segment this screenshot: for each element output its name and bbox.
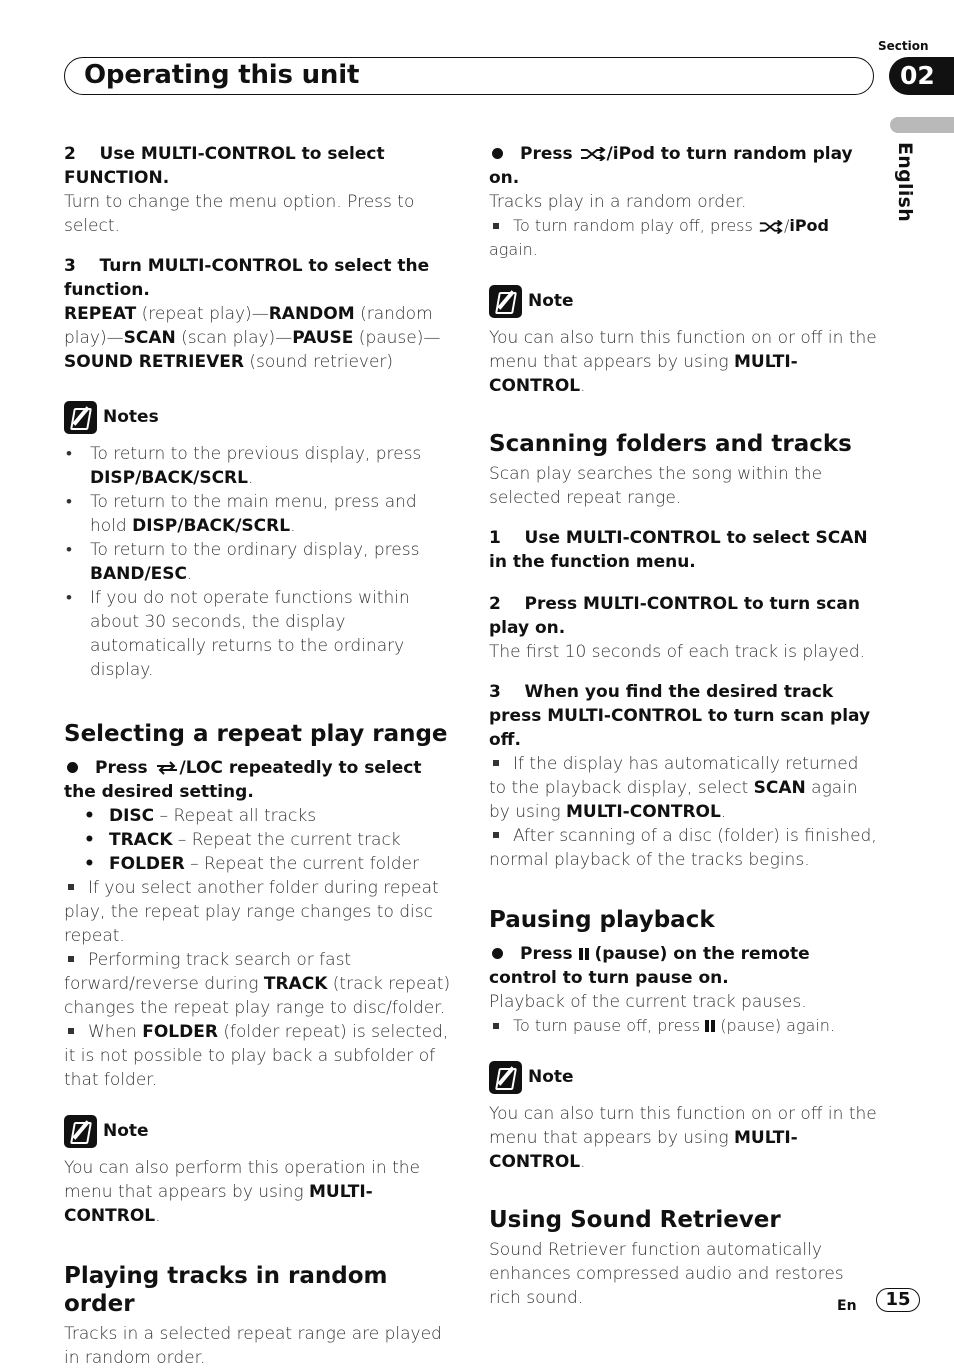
scan-step-2-body: The first 10 seconds of each track is played. (489, 642, 866, 662)
scan-step-3: 3 When you find the desired track press MULTI-CONTROL to turn scan play off. (489, 682, 871, 750)
page-number: 15 (876, 1288, 920, 1312)
bullet-icon (492, 948, 503, 959)
left-column (64, 142, 452, 1370)
random-off-note: To turn random play off, press /iPod again. (489, 216, 829, 259)
language-label: English (894, 142, 916, 223)
scan-note-1: If the display has automatically returned to the playback display, select SCAN again by using MULTI-CONTROL. (489, 754, 859, 822)
list-item: • To return to the previous display, press DISP/BACK/SCRL. (64, 442, 452, 490)
pause-heading: Pausing playback (489, 907, 715, 933)
right-column (489, 142, 877, 1310)
notes-list (64, 442, 452, 682)
repeat-instruction: Press /LOC repeatedly to select the desired setting. (64, 758, 422, 802)
scan-step-2: 2 Press MULTI-CONTROL to turn scan play on. (489, 594, 860, 638)
sound-retriever-heading: Using Sound Retriever (489, 1207, 781, 1233)
scan-heading: Scanning folders and tracks (489, 431, 852, 457)
step-2-body: Turn to change the menu option. Press to select. (64, 192, 415, 236)
footer-language: En (837, 1298, 857, 1314)
scan-body: Scan play searches the song within the selected repeat range. (489, 464, 823, 508)
step-3-heading: 3 Turn MULTI-CONTROL to select the function. (64, 256, 430, 300)
note-icon (64, 1115, 97, 1148)
repeat-note-3: When FOLDER (folder repeat) is selected, it is not possible to play back a subfolder of that folder. (64, 1022, 449, 1090)
note-icon (64, 401, 97, 434)
random-heading: Playing tracks in random order (64, 1263, 388, 1317)
note-header: Note (489, 1060, 877, 1094)
pause-body: Playback of the current track pauses. (489, 992, 807, 1012)
list-item: • To return to the ordinary display, press BAND/ESC. (64, 538, 452, 586)
list-item: • If you do not operate functions within about 30 seconds, the display automatically returns to the ordinary display. (64, 586, 452, 682)
section-number-badge: 02 (889, 57, 954, 95)
scan-step-1: 1 Use MULTI-CONTROL to select SCAN in the function menu. (489, 528, 868, 572)
note-header: Note (64, 1114, 452, 1148)
list-item: • To return to the main menu, press and hold DISP/BACK/SCRL. (64, 490, 452, 538)
pause-icon (705, 1020, 715, 1032)
repeat-icon (154, 761, 180, 775)
function-list: REPEAT (repeat play)—RANDOM (random play)—SCAN (scan play)—PAUSE (pause)—SOUND RETRIEVER (sound retriever) (64, 304, 441, 372)
step-2-heading: 2 Use MULTI-CONTROL to select FUNCTION. (64, 144, 385, 188)
bullet-icon (67, 762, 78, 773)
scan-note-2: After scanning of a disc (folder) is finished, normal playback of the tracks begins. (489, 826, 877, 870)
page-title: Operating this unit (84, 60, 360, 90)
shuffle-icon (758, 220, 784, 234)
pause-instruction: Press (pause) on the remote control to turn pause on. (489, 944, 810, 988)
repeat-options (64, 804, 452, 876)
sound-retriever-body: Sound Retriever function automatically enhances compressed audio and restores rich sound. (489, 1240, 844, 1308)
repeat-heading: Selecting a repeat play range (64, 721, 448, 747)
note-icon (489, 1061, 522, 1094)
pause-off-note: To turn pause off, press (pause) again. (489, 1014, 877, 1038)
note-text: You can also turn this function on or off in the menu that appears by using MULTI-CONTROL. (489, 328, 877, 396)
note-header: Note (489, 284, 877, 318)
random-body: Tracks play in a random order. (489, 192, 747, 212)
language-tab (890, 117, 954, 133)
repeat-note-2: Performing track search or fast forward/reverse during TRACK (track repeat) changes the repeat play range to disc/folder. (64, 950, 451, 1018)
note-text: You can also perform this operation in the menu that appears by using MULTI-CONTROL. (64, 1158, 420, 1226)
list-item: • DISC – Repeat all tracks (84, 804, 452, 828)
list-item: • TRACK – Repeat the current track (84, 828, 452, 852)
shuffle-icon (579, 147, 607, 161)
notes-header: Notes (64, 400, 452, 434)
repeat-note-1: If you select another folder during repeat play, the repeat play range changes to disc repeat. (64, 878, 439, 946)
list-item: • FOLDER – Repeat the current folder (84, 852, 452, 876)
note-icon (489, 285, 522, 318)
note-text: You can also turn this function on or off in the menu that appears by using MULTI-CONTROL. (489, 1104, 877, 1172)
section-label: Section (878, 39, 929, 53)
bullet-icon (492, 148, 503, 159)
random-body: Tracks in a selected repeat range are played in random order. (64, 1324, 442, 1368)
random-instruction: Press /iPod to turn random play on. (489, 144, 853, 188)
pause-icon (579, 948, 589, 960)
